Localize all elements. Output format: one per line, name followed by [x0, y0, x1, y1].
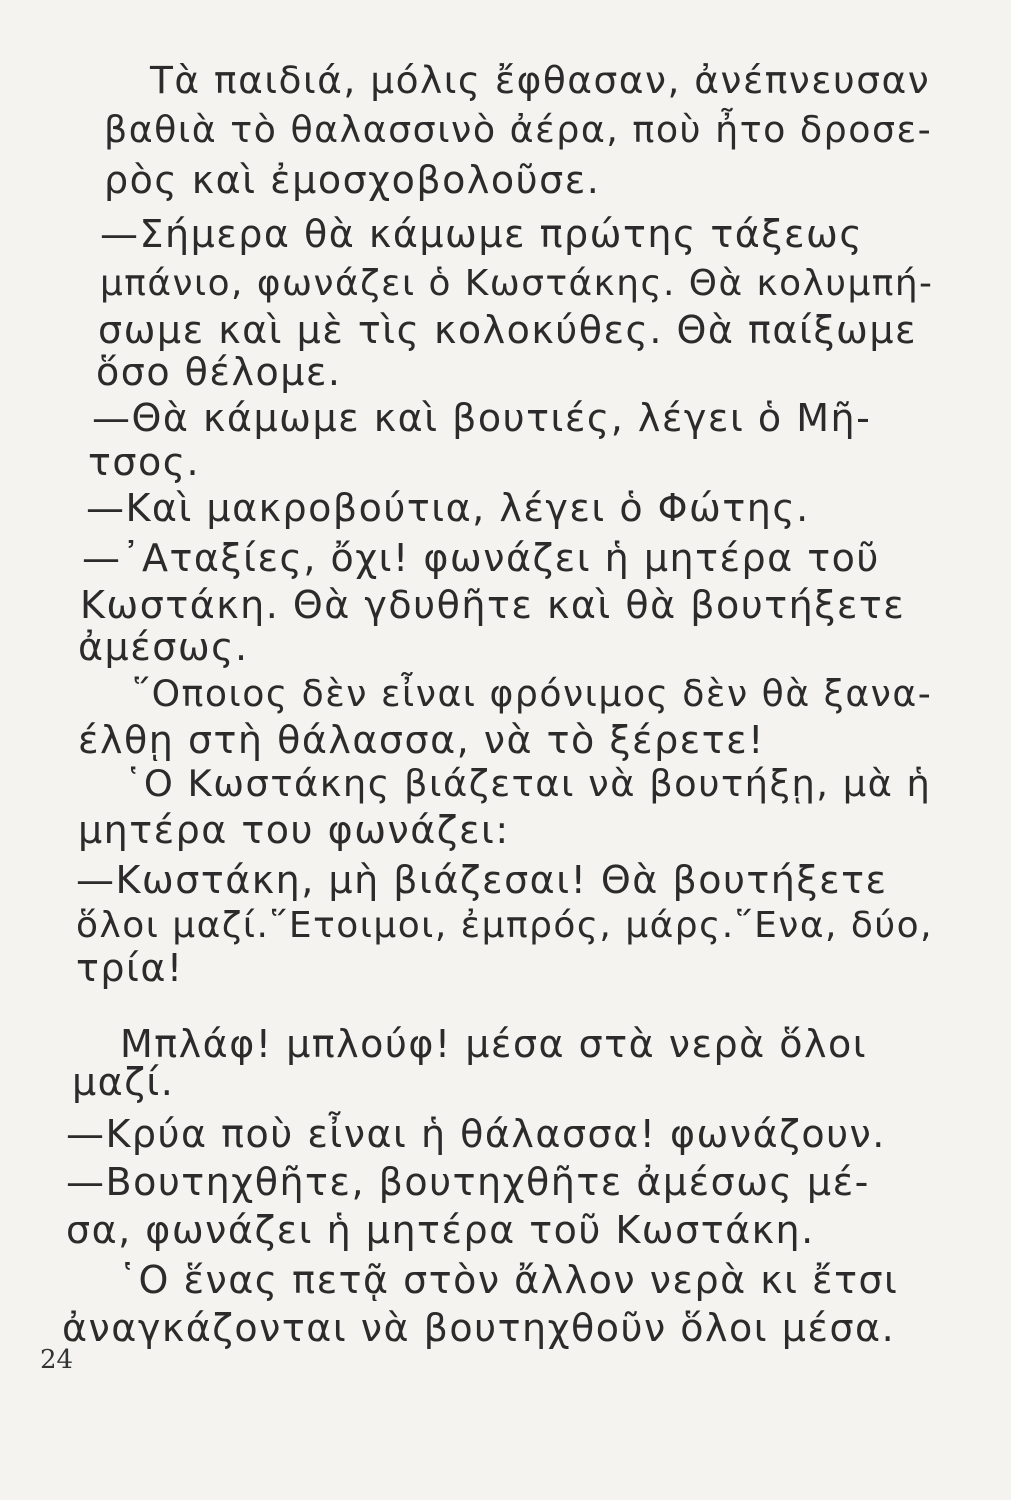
text-line: —Θὰ κάμωμε καὶ βουτιές, λέγει ὁ Μῆ- — [92, 396, 872, 440]
text-line: μητέρα του φωνάζει: — [78, 808, 510, 852]
text-line: τσος. — [88, 440, 201, 484]
text-line: βαθιὰ τὸ θαλασσινὸ ἀέρα, ποὺ ἦτο δροσε- — [104, 108, 933, 151]
text-line: ῾Ο Κωστάκης βιάζεται νὰ βουτήξῃ, μὰ ἡ — [124, 762, 932, 805]
text-line: ρὸς καὶ ἐμοσχοβολοῦσε. — [104, 158, 601, 202]
text-line: Κωστάκη. Θὰ γδυθῆτε καὶ θὰ βουτήξετε — [80, 583, 906, 627]
text-line: τρία! — [76, 946, 184, 990]
text-line: —Κωστάκη, μὴ βιάζεσαι! Θὰ βουτήξετε — [76, 858, 888, 902]
text-line: ἀμέσως. — [78, 625, 249, 669]
text-line: σωμε καὶ μὲ τὶς κολοκύθες. Θὰ παίξωμε — [98, 308, 918, 352]
text-line: ὅσο θέλομε. — [96, 350, 342, 394]
text-line: μαζί. — [72, 1060, 175, 1104]
text-line: —Βουτηχθῆτε, βουτηχθῆτε ἀμέσως μέ- — [66, 1160, 870, 1204]
text-line: —᾿Αταξίες, ὄχι! φωνάζει ἡ μητέρα τοῦ — [82, 536, 880, 580]
text-line: Μπλάφ! μπλούφ! μέσα στὰ νερὰ ὅλοι — [120, 1022, 868, 1066]
text-line: ῾Ο ἕνας πετᾷ στὸν ἄλλον νερὰ κι ἔτσι — [118, 1258, 899, 1302]
text-line: έλθῃ στὴ θάλασσα, νὰ τὸ ξέρετε! — [78, 718, 765, 762]
text-line: —Καὶ μακροβούτια, λέγει ὁ Φώτης. — [86, 486, 810, 530]
text-line: μπάνιο, φωνάζει ὁ Κωστάκης. Θὰ κολυμπή- — [100, 263, 934, 304]
text-line: ῞Οποιος δὲν εἶναι φρόνιμος δὲν θὰ ξανα- — [132, 672, 933, 715]
text-line: ὅλοι μαζί.῞Ετοιμοι, ἐμπρός, μάρς.῞Ενα, δύο, — [76, 905, 934, 946]
text-line: ἀναγκάζονται νὰ βουτηχθοῦν ὅλοι μέσα. — [62, 1306, 896, 1350]
text-line: Τὰ παιδιά, μόλις ἔφθασαν, ἀνέπνευσαν — [150, 58, 931, 102]
page-number: 24 — [40, 1345, 74, 1375]
text-line: —Κρύα ποὺ εἶναι ἡ θάλασσα! φωνάζουν. — [66, 1112, 886, 1156]
text-line: —Σήμερα θὰ κάμωμε πρώτης τάξεως — [100, 212, 864, 256]
text-line: σα, φωνάζει ἡ μητέρα τοῦ Κωστάκη. — [66, 1208, 815, 1252]
